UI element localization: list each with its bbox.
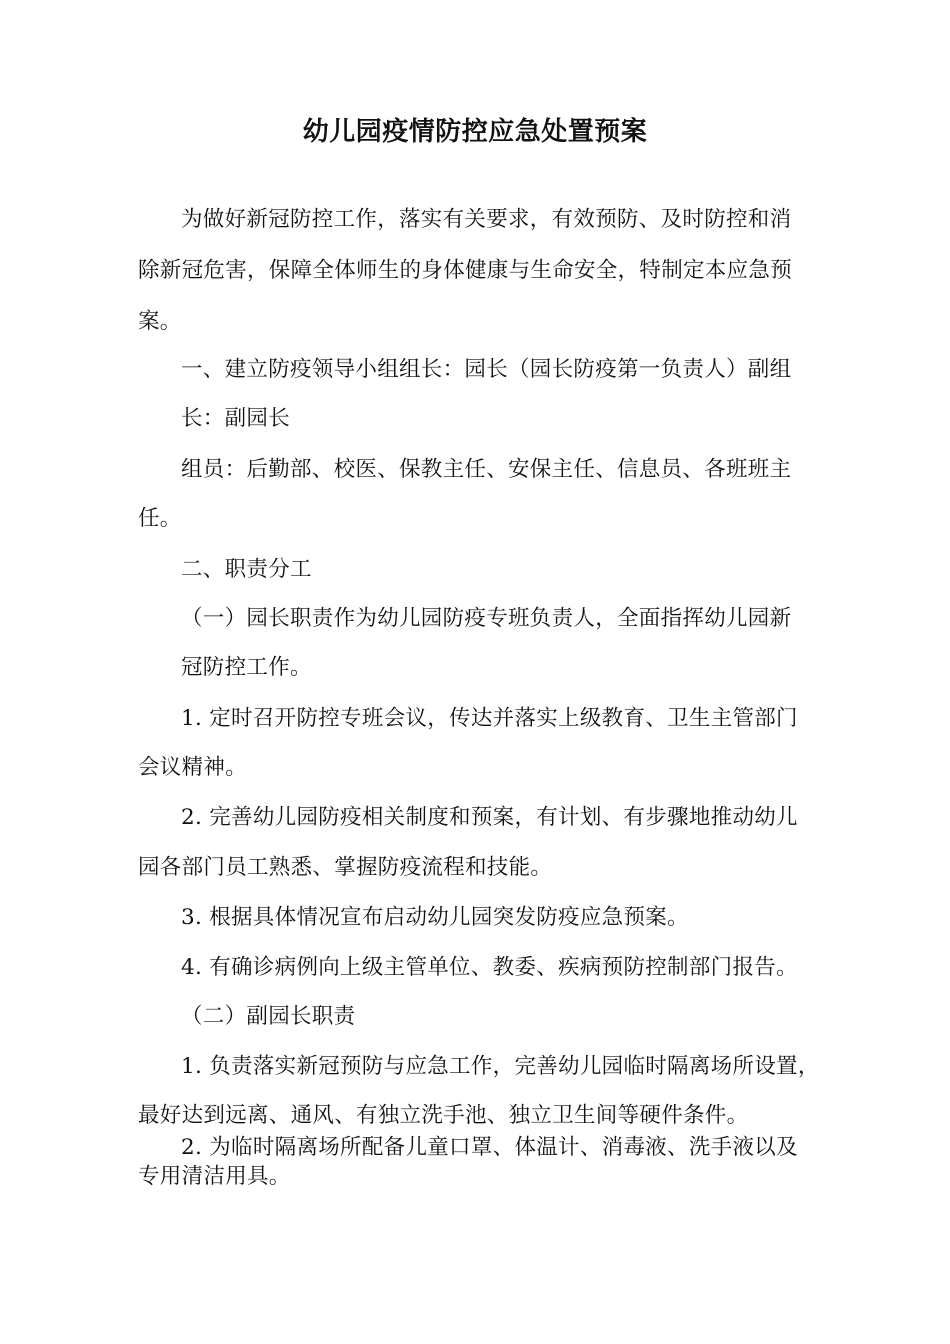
section-heading: 二、职责分工 [181,557,312,582]
paragraph-line: 冠防控工作。 [181,655,312,680]
paragraph-line: 组员：后勤部、校医、保教主任、安保主任、信息员、各班班主 [181,457,792,482]
paragraph-line: 任。 [138,506,182,531]
paragraph-line: 除新冠危害，保障全体师生的身体健康与生命安全，特制定本应急预 [138,258,793,283]
paragraph-line: 2. 为临时隔离场所配备儿童口罩、体温计、消毒液、洗手液以及 [181,1135,798,1160]
paragraph-line: （一）园长职责作为幼儿园防疫专班负责人，全面指挥幼儿园新 [181,606,792,631]
paragraph-line: 1. 负责落实新冠预防与应急工作，完善幼儿园临时隔离场所设置， [181,1054,820,1079]
paragraph-line: 专用清洁用具。 [138,1164,291,1189]
paragraph-line: 1. 定时召开防控专班会议，传达并落实上级教育、卫生主管部门 [181,706,798,731]
paragraph-line: 最好达到远离、通风、有独立洗手池、独立卫生间等硬件条件。 [138,1103,749,1128]
paragraph-line: 会议精神。 [138,755,248,780]
paragraph-line: 2. 完善幼儿园防疫相关制度和预案，有计划、有步骤地推动幼儿 [181,805,798,830]
paragraph-line: 4. 有确诊病例向上级主管单位、教委、疾病预防控制部门报告。 [181,955,798,980]
paragraph-line: 3. 根据具体情况宣布启动幼儿园突发防疫应急预案。 [181,905,689,930]
paragraph-line: 长：副园长 [181,406,291,431]
section-heading: （二）副园长职责 [181,1004,356,1029]
paragraph-line: 一、建立防疫领导小组组长：园长（园长防疫第一负责人）副组 [181,357,792,382]
document-title: 幼儿园疫情防控应急处置预案 [302,117,648,147]
paragraph-line: 园各部门员工熟悉、掌握防疫流程和技能。 [138,855,553,880]
paragraph-line: 案。 [138,309,182,334]
paragraph-line: 为做好新冠防控工作，落实有关要求，有效预防、及时防控和消 [181,207,792,232]
